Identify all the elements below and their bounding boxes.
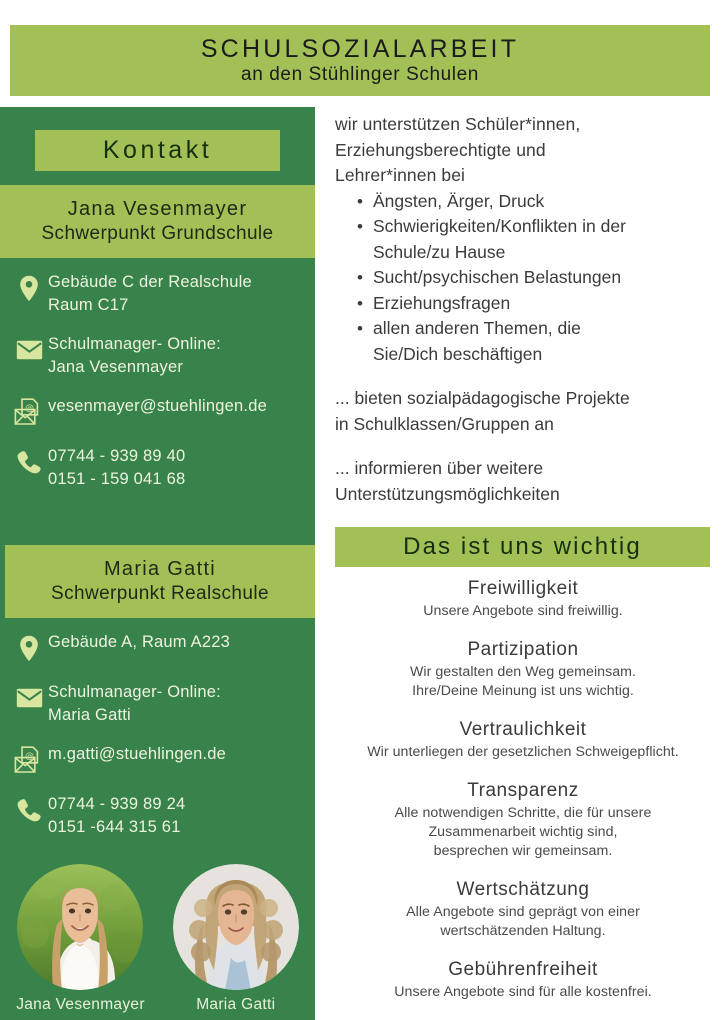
value-description: Alle notwendigen Schritte, die für unsere Zusammenarbeit wichtig sind, besprechen wir gemeinsam. [394,805,652,859]
phone1-maria[interactable]: 07744 - 939 89 24 [48,795,186,813]
list-item [357,214,715,265]
location-pin-icon [10,631,48,665]
contact-row-phone-maria[interactable] [0,792,315,839]
envelope-icon [10,333,48,367]
values-heading-label: Das ist uns wichtig [403,533,642,560]
contact-row-email-maria[interactable] [0,742,315,777]
staff-photos [0,864,315,1014]
support-topics-list [335,189,715,368]
value-item-partizipation [325,637,721,701]
email-maria[interactable]: m.gatti@stuehlingen.de [48,745,227,763]
phone2-maria[interactable]: 0151 -644 315 61 [48,818,181,836]
person-band-maria [5,545,315,618]
header-banner [10,25,710,96]
location-line2-jana: Raum C17 [48,296,129,314]
location-pin-icon [10,271,48,305]
value-name: Wertschätzung [456,879,590,900]
intro-paragraph [335,112,715,189]
projects-line-2: in Schulklassen/Gruppen an [335,413,554,434]
projects-line-1: ... bieten sozialpädagogische Projekte [335,388,630,408]
value-name: Freiwilligkeit [467,578,579,599]
photo-caption-maria: Maria Gatti [196,996,276,1013]
bullet-2-line2: Schule/zu Hause [373,241,506,262]
svg-text:@: @ [25,751,34,762]
person-name-maria: Maria Gatti [103,558,217,581]
contact-sidebar [0,107,315,1020]
value-item-gebuehrenfreiheit [325,957,721,1002]
value-description: Wir unterliegen der gesetzlichen Schweigepflicht. [367,744,679,760]
values-list [325,576,721,1018]
email-at-icon [10,743,48,777]
svg-text:@: @ [25,403,34,414]
value-name: Gebührenfreiheit [448,959,598,980]
envelope-icon [10,681,48,715]
value-name: Vertraulichkeit [459,719,587,740]
contact-row-email-jana[interactable] [0,394,315,429]
avatar-maria [173,864,299,990]
value-description: Unsere Angebote sind für alle kostenfrei. [394,984,652,1000]
contact-heading-box [35,130,280,171]
value-item-freiwilligkeit [325,576,721,621]
phone1-jana[interactable]: 07744 - 939 89 40 [48,447,186,465]
intro-line-2: Erziehungsberechtigte und [335,139,546,160]
bullet-5-line1: • allen anderen Themen, die [373,318,581,338]
projects-paragraph [335,386,715,437]
avatar-jana [17,864,143,990]
contact-heading-label: Kontakt [102,136,213,164]
photo-caption-jana: Jana Vesenmayer [16,996,145,1013]
phone-icon [10,793,48,827]
list-item [357,316,715,367]
bullet-3-line1: • Sucht/psychischen Belastungen [373,267,622,287]
page-title: SCHULSOZIALARBEIT [200,34,520,63]
information-line-2: Unterstützungsmöglichkeiten [335,483,560,504]
contact-details-maria [0,630,315,854]
email-jana[interactable]: vesenmayer@stuehlingen.de [48,397,267,415]
intro-line-1: wir unterstützen Schüler*innen, [335,114,581,134]
main-content [335,112,715,507]
bullet-4-line1: • Erziehungsfragen [373,292,511,313]
page-subtitle: an den Stühlinger Schulen [241,64,479,86]
location-line1-jana: Gebäude C der Realschule [48,273,252,291]
bullet-2-line1: • Schwierigkeiten/Konflikten in der [373,216,626,236]
person-name-jana: Jana Vesenmayer [67,198,248,221]
person-focus-jana: Schwerpunkt Grundschule [41,223,274,245]
contact-row-location-maria [0,630,315,665]
schulmanager-line1-jana: Schulmanager- Online: [48,335,221,353]
value-item-wertschaetzung [325,877,721,941]
phone2-jana[interactable]: 0151 - 159 041 68 [48,470,186,488]
location-line1-maria: Gebäude A, Raum A223 [48,633,230,651]
person-focus-maria: Schwerpunkt Realschule [51,583,269,605]
contact-details-jana [0,270,315,506]
list-item [357,189,715,215]
value-description: Unsere Angebote sind freiwillig. [423,603,623,619]
photo-item-maria [173,864,299,1014]
value-item-vertraulichkeit [325,717,721,762]
person-band-jana [0,185,315,258]
value-name: Partizipation [467,639,579,660]
contact-row-schulmanager-jana [0,332,315,379]
value-name: Transparenz [467,780,579,801]
value-description: Wir gestalten den Weg gemeinsam. Ihre/Deine Meinung ist uns wichtig. [409,664,637,699]
information-paragraph [335,456,715,507]
email-at-icon [10,395,48,429]
bullet-1-line1: • Ängsten, Ärger, Druck [373,190,545,211]
list-item [357,265,715,291]
schulmanager-line2-jana: Jana Vesenmayer [48,358,184,376]
list-item [357,291,715,317]
schulmanager-line1-maria: Schulmanager- Online: [48,683,221,701]
value-item-transparenz [325,778,721,861]
photo-item-jana [16,864,145,1014]
contact-row-location-jana [0,270,315,317]
values-heading-box [335,527,710,567]
value-description: Alle Angebote sind geprägt von einer wertschätzenden Haltung. [406,904,640,939]
bullet-5-line2: Sie/Dich beschäftigen [373,343,543,364]
intro-line-3: Lehrer*innen bei [335,165,466,185]
phone-icon [10,445,48,479]
contact-row-schulmanager-maria [0,680,315,727]
information-line-1: ... informieren über weitere [335,458,544,478]
contact-row-phone-jana[interactable] [0,444,315,491]
schulmanager-line2-maria: Maria Gatti [48,706,131,724]
